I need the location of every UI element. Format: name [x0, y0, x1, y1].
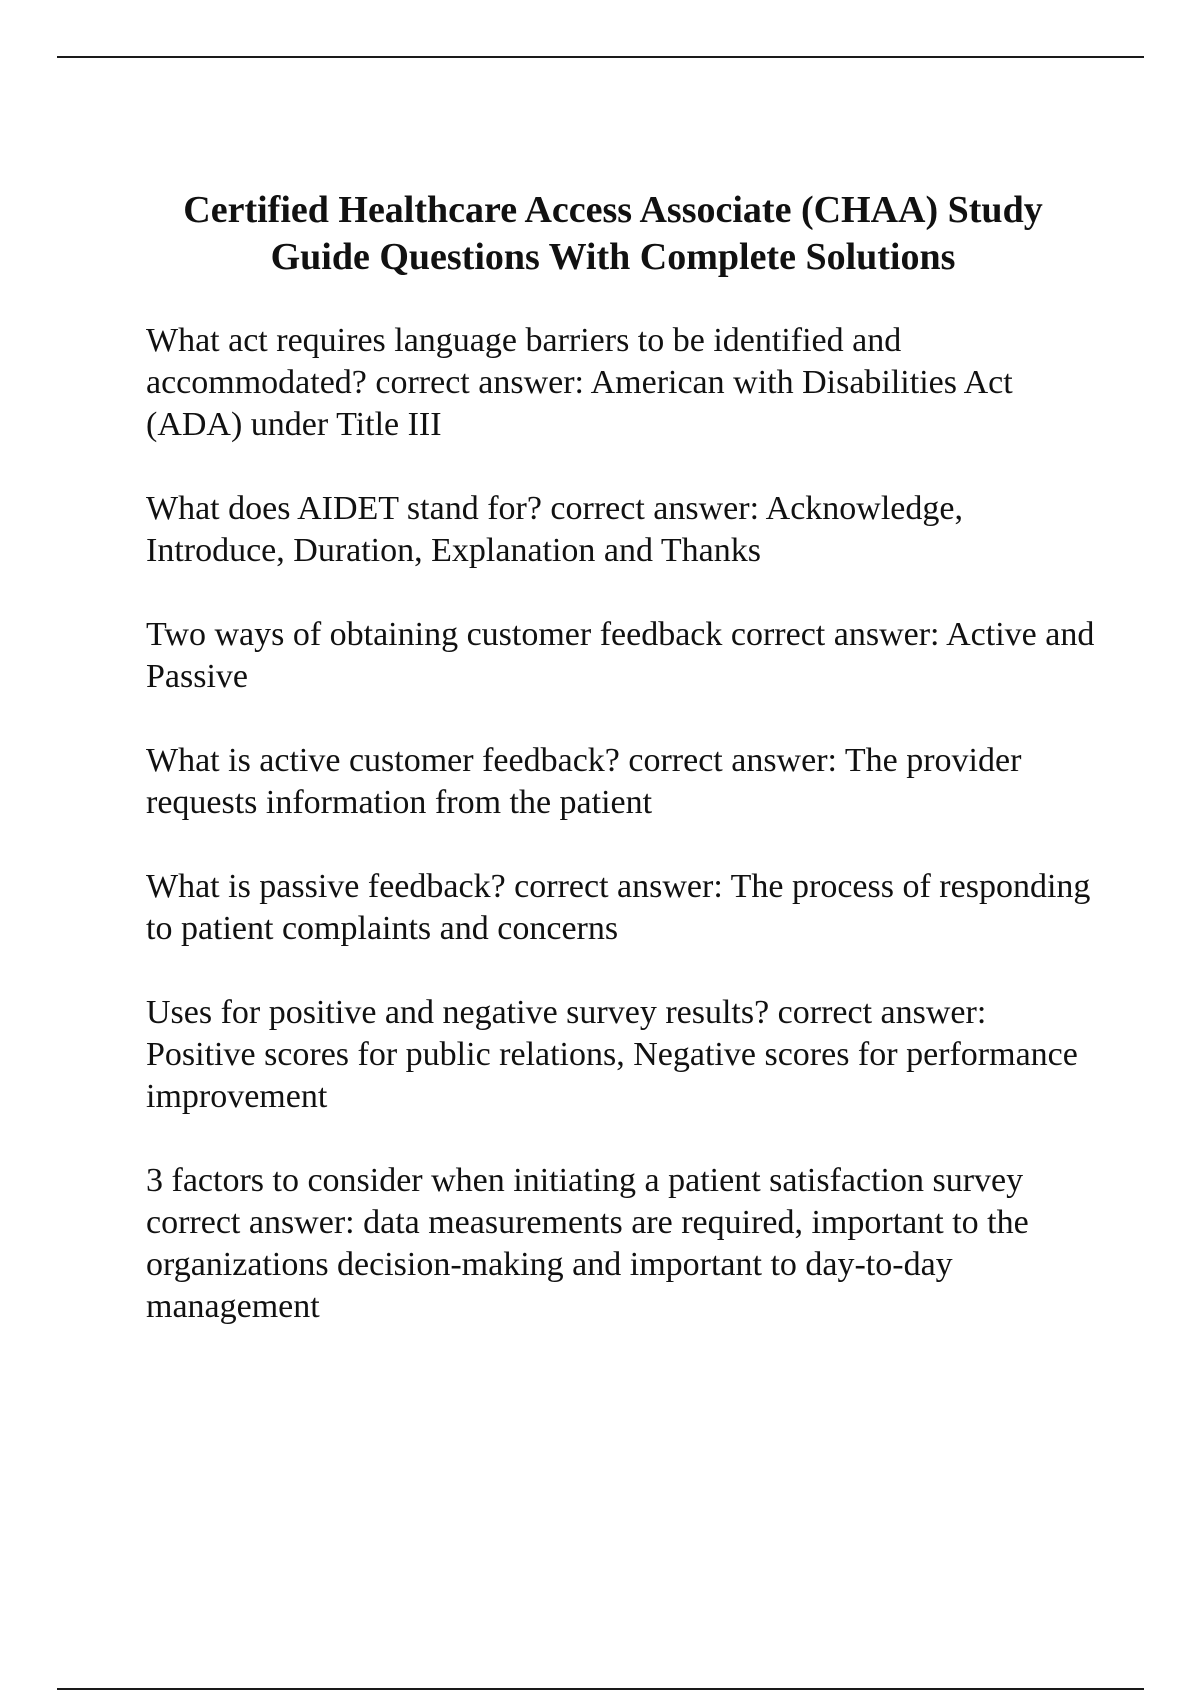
qa-item-3: Two ways of obtaining customer feedback correct answer: Active and Passive: [146, 616, 1095, 695]
qa-list: [146, 320, 1096, 1370]
document-title: Certified Healthcare Access Associate (CHAA) Study Guide Questions With Complete Solutions: [183, 189, 1043, 278]
qa-item-6: Uses for positive and negative survey results? correct answer: Positive scores for public relations, Negative scores for performance improvement: [146, 994, 1078, 1115]
qa-item-1: What act requires language barriers to be identified and accommodated? correct answer: American with Disabilities Act (ADA) under Title III: [146, 322, 1013, 443]
qa-item-7: 3 factors to consider when initiating a patient satisfaction survey correct answer: data measurements are required, important to the organizations decision-making and important to day-to-day management: [146, 1162, 1029, 1325]
qa-item-2: What does AIDET stand for? correct answer: Acknowledge, Introduce, Duration, Explanation and Thanks: [146, 490, 963, 569]
top-divider: [57, 56, 1144, 58]
bottom-divider: [57, 1688, 1144, 1690]
qa-item-4: What is active customer feedback? correct answer: The provider requests information from the patient: [146, 742, 1022, 821]
qa-item-5: What is passive feedback? correct answer: The process of responding to patient complaints and concerns: [146, 868, 1091, 947]
